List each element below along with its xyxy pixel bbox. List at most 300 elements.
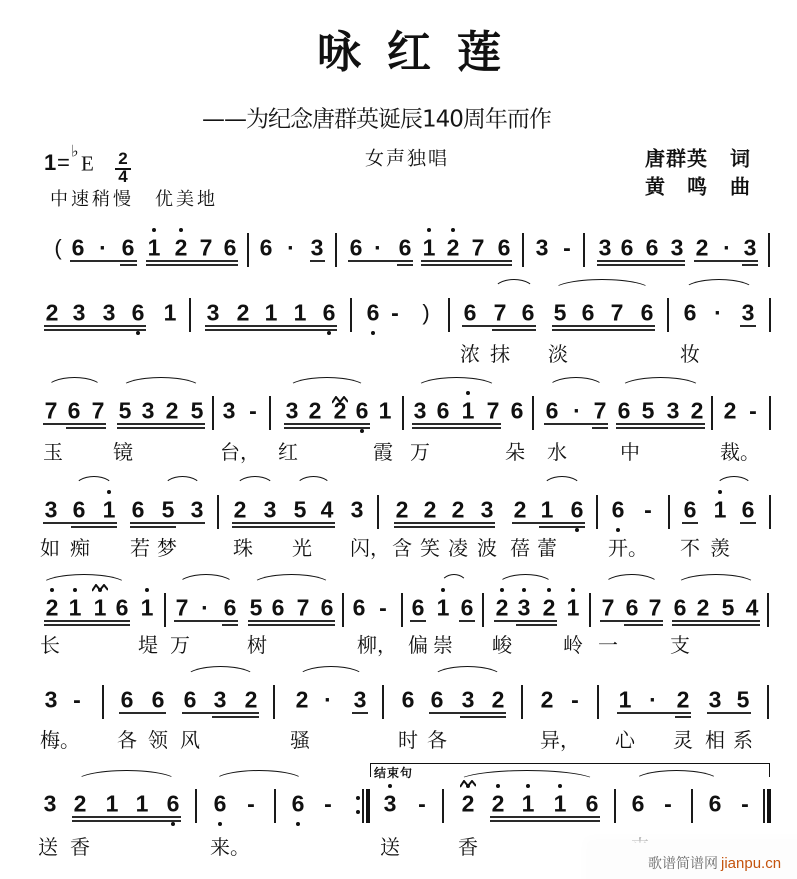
- note: 3: [480, 496, 494, 523]
- lyric-syllable: 红: [278, 440, 298, 464]
- octave-dot-above: [50, 588, 54, 592]
- beam-underline: [120, 264, 137, 266]
- note: 6: [271, 594, 285, 621]
- key-note: E: [81, 151, 94, 176]
- lyric-syllable: 霞: [373, 440, 393, 464]
- note: 2: [491, 686, 505, 713]
- note: 7: [648, 594, 662, 621]
- lyric-syllable: 梦: [157, 536, 177, 560]
- barline: [711, 396, 713, 430]
- note: 6: [708, 790, 722, 817]
- note: 6: [463, 299, 477, 326]
- beam-underline: [675, 716, 691, 718]
- note: 2: [461, 790, 475, 817]
- lyric-syllable: 若: [130, 536, 150, 560]
- lyric-syllable: 如: [40, 536, 60, 560]
- lyric-syllable: 凌: [448, 536, 468, 560]
- note: -: [249, 397, 257, 424]
- note: 7: [175, 594, 189, 621]
- mordent-icon: [332, 389, 348, 397]
- lyric-syllable: 镜: [113, 440, 133, 464]
- note: 6: [131, 299, 145, 326]
- lyric-syllable: 蕾: [537, 536, 557, 560]
- note: 2: [295, 686, 309, 713]
- note: 6: [545, 397, 559, 424]
- octave-dot-below: [575, 528, 579, 532]
- note: 6: [131, 496, 145, 523]
- note: 3: [670, 234, 684, 261]
- note: 2: [45, 594, 59, 621]
- composer-name: 黄 鸣: [645, 174, 708, 199]
- note: 1: [436, 594, 450, 621]
- mordent-icon: [92, 577, 108, 585]
- slur: [619, 377, 702, 401]
- lyric-syllable: 送: [380, 835, 400, 859]
- final-thick-barline: [767, 789, 771, 823]
- lyric-syllable: 各: [117, 728, 137, 752]
- barline: [448, 298, 450, 332]
- note: 5: [553, 299, 567, 326]
- lyric-syllable: 万: [410, 440, 430, 464]
- note: 6: [213, 790, 227, 817]
- barline: [189, 298, 191, 332]
- note: 6: [585, 790, 599, 817]
- barline: [102, 685, 104, 719]
- lyric-syllable: 柳，: [357, 633, 397, 657]
- lyric-syllable: 闪，: [350, 536, 390, 560]
- note: ·: [201, 594, 209, 621]
- barline: [667, 298, 669, 332]
- lyric-syllable: 抹: [490, 342, 510, 366]
- note: 6: [183, 686, 197, 713]
- note: 1: [566, 594, 580, 621]
- note: 6: [401, 686, 415, 713]
- lyric-syllable: 树: [247, 633, 267, 657]
- lyric-syllable: 光: [292, 536, 312, 560]
- note: 6: [320, 594, 334, 621]
- note: 3: [213, 686, 227, 713]
- note: 7: [601, 594, 615, 621]
- lyric-syllable: 裁。: [720, 440, 760, 464]
- note: 2: [723, 397, 737, 424]
- note: 6: [617, 397, 631, 424]
- octave-dot-below: [360, 429, 364, 433]
- lyric-syllable: 系: [733, 728, 753, 752]
- octave-dot-below: [296, 822, 300, 826]
- barline: [335, 233, 337, 267]
- note: 6: [645, 234, 659, 261]
- note: 3: [708, 686, 722, 713]
- lyric-syllable: 香: [70, 835, 90, 859]
- note: 6: [366, 299, 380, 326]
- note: 2: [542, 594, 556, 621]
- octave-dot-above: [526, 784, 530, 788]
- lyric-syllable: 领: [148, 728, 168, 752]
- note: -: [563, 234, 571, 261]
- note: ·: [714, 299, 722, 326]
- octave-dot-below: [136, 331, 140, 335]
- note: -: [571, 686, 579, 713]
- repeat-dot: [356, 796, 360, 800]
- beam-underline: [44, 329, 146, 331]
- note: 6: [71, 234, 85, 261]
- lyric-syllable: 岭: [563, 633, 583, 657]
- lyric-syllable: 含: [392, 536, 412, 560]
- lyric-syllable: 蓓: [510, 536, 530, 560]
- lyric-syllable: 支: [670, 633, 690, 657]
- lyric-syllable: 不: [680, 536, 700, 560]
- beam-underline: [394, 526, 495, 528]
- octave-dot-below: [171, 822, 175, 826]
- note: 7: [610, 299, 624, 326]
- note: 7: [44, 397, 58, 424]
- note: 3: [222, 397, 236, 424]
- note: 1: [713, 496, 727, 523]
- lyric-syllable: 风: [180, 728, 200, 752]
- note: 6: [120, 686, 134, 713]
- note: 3: [517, 594, 531, 621]
- note: 2: [451, 496, 465, 523]
- note: 6: [436, 397, 450, 424]
- watermark-site-name: 歌谱简谱网: [648, 856, 718, 872]
- beam-underline: [616, 427, 705, 429]
- note: 1: [540, 496, 554, 523]
- beam-underline: [232, 522, 335, 524]
- note: 6: [460, 594, 474, 621]
- note: 5: [190, 397, 204, 424]
- note: 2: [308, 397, 322, 424]
- note: 2: [690, 397, 704, 424]
- barline: [217, 495, 219, 529]
- note: 3: [743, 234, 757, 261]
- song-subtitle: ——为纪念唐群英诞辰140周年而作: [202, 106, 551, 133]
- note: 5: [118, 397, 132, 424]
- lyric-syllable: 相: [705, 728, 725, 752]
- lyric-syllable: 波: [477, 536, 497, 560]
- note: 6: [352, 594, 366, 621]
- note: 5: [641, 397, 655, 424]
- note: -: [324, 790, 332, 817]
- note: 6: [223, 234, 237, 261]
- note: 3: [206, 299, 220, 326]
- beam-underline: [490, 816, 600, 818]
- barline: [769, 396, 771, 430]
- note: 7: [593, 397, 607, 424]
- note: 3: [190, 496, 204, 523]
- ending-bracket: [370, 763, 770, 777]
- note: 6: [631, 790, 645, 817]
- slur: [552, 279, 652, 303]
- barline: [195, 789, 197, 823]
- lyric-syllable: 来。: [210, 835, 250, 859]
- barline: [769, 495, 771, 529]
- lyric-syllable: 朵: [505, 440, 525, 464]
- note: 5: [736, 686, 750, 713]
- octave-dot-above: [427, 228, 431, 232]
- note: 6: [510, 397, 524, 424]
- note: -: [418, 790, 426, 817]
- repeat-thin-barline: [362, 789, 364, 823]
- beam-underline: [222, 624, 238, 626]
- note: 6: [151, 686, 165, 713]
- lyric-syllable: 玉: [43, 440, 63, 464]
- flat-sign-icon: ♭: [71, 141, 79, 161]
- beam-underline: [412, 427, 501, 429]
- note: -: [247, 790, 255, 817]
- beam-underline: [284, 427, 370, 429]
- lyric-syllable: 香: [458, 835, 478, 859]
- note: 3: [44, 496, 58, 523]
- note: 6: [291, 790, 305, 817]
- lyric-syllable: 一: [598, 633, 618, 657]
- note: 3: [535, 234, 549, 261]
- note: 2: [45, 299, 59, 326]
- lyric-syllable: 妆: [680, 342, 700, 366]
- octave-dot-above: [466, 391, 470, 395]
- beam-underline: [492, 329, 536, 331]
- octave-dot-below: [327, 331, 331, 335]
- barline: [691, 789, 693, 823]
- note: 3: [461, 686, 475, 713]
- note: 3: [43, 790, 57, 817]
- note: 3: [310, 234, 324, 261]
- barline: [274, 789, 276, 823]
- note: 2: [695, 234, 709, 261]
- octave-dot-above: [145, 588, 149, 592]
- beam-underline: [146, 264, 238, 266]
- note: 6: [430, 686, 444, 713]
- lyric-syllable: 万: [170, 633, 190, 657]
- octave-dot-above: [571, 588, 575, 592]
- note: 1: [163, 299, 177, 326]
- note: -: [741, 790, 749, 817]
- note: 6: [497, 234, 511, 261]
- note: 3: [44, 686, 58, 713]
- octave-dot-above: [152, 228, 156, 232]
- lyric-syllable: 异，: [540, 728, 580, 752]
- note: 6: [411, 594, 425, 621]
- time-signature-top: 2: [118, 149, 128, 168]
- barline: [273, 685, 275, 719]
- note: ·: [573, 397, 581, 424]
- note: 1: [378, 397, 392, 424]
- note: 5: [249, 594, 263, 621]
- watermark: [648, 853, 781, 873]
- watermark-url: jianpu.cn: [721, 855, 782, 872]
- lyric-syllable: 痴: [70, 536, 90, 560]
- note: 1: [105, 790, 119, 817]
- note: 1: [135, 790, 149, 817]
- note: 2: [495, 594, 509, 621]
- octave-dot-above: [179, 228, 183, 232]
- lyric-syllable: 偏: [408, 633, 428, 657]
- beam-underline: [212, 716, 259, 718]
- barline: [589, 593, 591, 627]
- barline: [768, 233, 770, 267]
- final-thin-barline: [763, 789, 765, 823]
- note: 2: [423, 496, 437, 523]
- slur: [415, 377, 498, 401]
- beam-underline: [672, 624, 760, 626]
- beam-underline: [44, 624, 130, 626]
- beam-underline: [552, 329, 655, 331]
- barline: [164, 593, 166, 627]
- note: -: [664, 790, 672, 817]
- beam-underline: [117, 427, 205, 429]
- beam-underline: [397, 264, 413, 266]
- note: 3: [263, 496, 277, 523]
- note: 2: [73, 790, 87, 817]
- barline: [522, 233, 524, 267]
- parenthesis: (: [54, 235, 62, 260]
- song-title: 咏红莲: [317, 27, 527, 78]
- barline: [583, 233, 585, 267]
- beam-underline: [71, 526, 117, 528]
- note: 7: [199, 234, 213, 261]
- note: 2: [696, 594, 710, 621]
- composer-role: 曲: [730, 174, 750, 199]
- note: 6: [259, 234, 273, 261]
- lyric-syllable: 各: [427, 728, 447, 752]
- note: 2: [333, 397, 347, 424]
- note: -: [379, 594, 387, 621]
- performance-type: 女声独唱: [365, 147, 450, 170]
- barline: [668, 495, 670, 529]
- lyric-syllable: 心: [615, 728, 635, 752]
- note: 6: [121, 234, 135, 261]
- note: 6: [166, 790, 180, 817]
- barline: [350, 298, 352, 332]
- note: -: [391, 299, 399, 326]
- beam-underline: [421, 264, 512, 266]
- note: 6: [625, 594, 639, 621]
- barline: [597, 685, 599, 719]
- note: -: [749, 397, 757, 424]
- barline: [532, 396, 534, 430]
- beam-underline: [72, 820, 181, 822]
- note: 7: [91, 397, 105, 424]
- note: 1: [422, 234, 436, 261]
- lyric-syllable: 珠: [233, 536, 253, 560]
- note: 6: [673, 594, 687, 621]
- note: 1: [618, 686, 632, 713]
- beam-underline: [592, 427, 608, 429]
- beam-underline: [248, 624, 335, 626]
- barline: [767, 685, 769, 719]
- barline: [614, 789, 616, 823]
- octave-dot-above: [500, 588, 504, 592]
- barline: [401, 593, 403, 627]
- note: 6: [72, 496, 86, 523]
- repeat-dot: [356, 810, 360, 814]
- octave-dot-below: [616, 528, 620, 532]
- note: -: [644, 496, 652, 523]
- beam-underline: [516, 624, 557, 626]
- note: 3: [598, 234, 612, 261]
- barline: [269, 396, 271, 430]
- note: 6: [570, 496, 584, 523]
- note: 4: [320, 496, 334, 523]
- beam-underline: [624, 624, 663, 626]
- note: 3: [741, 299, 755, 326]
- beam-underline: [66, 427, 106, 429]
- lyric-syllable: 开。: [608, 536, 648, 560]
- note: 6: [349, 234, 363, 261]
- note: ·: [324, 686, 332, 713]
- octave-dot-below: [371, 331, 375, 335]
- note: 2: [446, 234, 460, 261]
- note: 6: [741, 496, 755, 523]
- lyric-syllable: 水: [547, 440, 567, 464]
- lyric-syllable: 中: [620, 440, 640, 464]
- note: 6: [521, 299, 535, 326]
- barline: [377, 495, 379, 529]
- lyric-syllable: 梅。: [40, 728, 80, 752]
- octave-dot-above: [388, 784, 392, 788]
- key-equals: =: [57, 150, 70, 175]
- note: 7: [471, 234, 485, 261]
- note: 7: [296, 594, 310, 621]
- beam-underline: [597, 264, 685, 266]
- lyric-syllable: 台，: [220, 440, 260, 464]
- note: 1: [521, 790, 535, 817]
- note: 6: [115, 594, 129, 621]
- beam-underline: [552, 325, 655, 327]
- note: 2: [236, 299, 250, 326]
- octave-dot-above: [73, 588, 77, 592]
- note: 2: [395, 496, 409, 523]
- barline: [521, 685, 523, 719]
- lyric-syllable: 送: [38, 835, 58, 859]
- note: 3: [383, 790, 397, 817]
- note: 2: [244, 686, 258, 713]
- lyric-syllable: 时: [398, 728, 418, 752]
- barline: [342, 593, 344, 627]
- key-tonic: 1: [44, 150, 57, 175]
- note: 6: [640, 299, 654, 326]
- beam-underline: [460, 716, 506, 718]
- lyricist-name: 唐群英: [645, 146, 708, 171]
- barline: [402, 396, 404, 430]
- note: 1: [461, 397, 475, 424]
- note: 2: [513, 496, 527, 523]
- note: 7: [486, 397, 500, 424]
- barline: [212, 396, 214, 430]
- octave-dot-above: [547, 588, 551, 592]
- note: 7: [493, 299, 507, 326]
- lyric-syllable: 峻: [492, 633, 512, 657]
- beam-underline: [490, 820, 600, 822]
- octave-dot-above: [718, 490, 722, 494]
- note: 3: [413, 397, 427, 424]
- time-signature-bottom: 4: [118, 167, 128, 186]
- beam-underline: [232, 526, 335, 528]
- lyricist-role: 词: [730, 146, 750, 171]
- beam-underline: [130, 526, 176, 528]
- note: 6: [683, 496, 697, 523]
- octave-dot-above: [451, 228, 455, 232]
- note: 6: [67, 397, 81, 424]
- note: 2: [676, 686, 690, 713]
- note: 6: [322, 299, 336, 326]
- slur: [75, 770, 178, 794]
- barline: [482, 593, 484, 627]
- octave-dot-above: [558, 784, 562, 788]
- lyric-syllable: 羡: [710, 536, 730, 560]
- octave-dot-above: [107, 490, 111, 494]
- octave-dot-below: [218, 822, 222, 826]
- note: 1: [293, 299, 307, 326]
